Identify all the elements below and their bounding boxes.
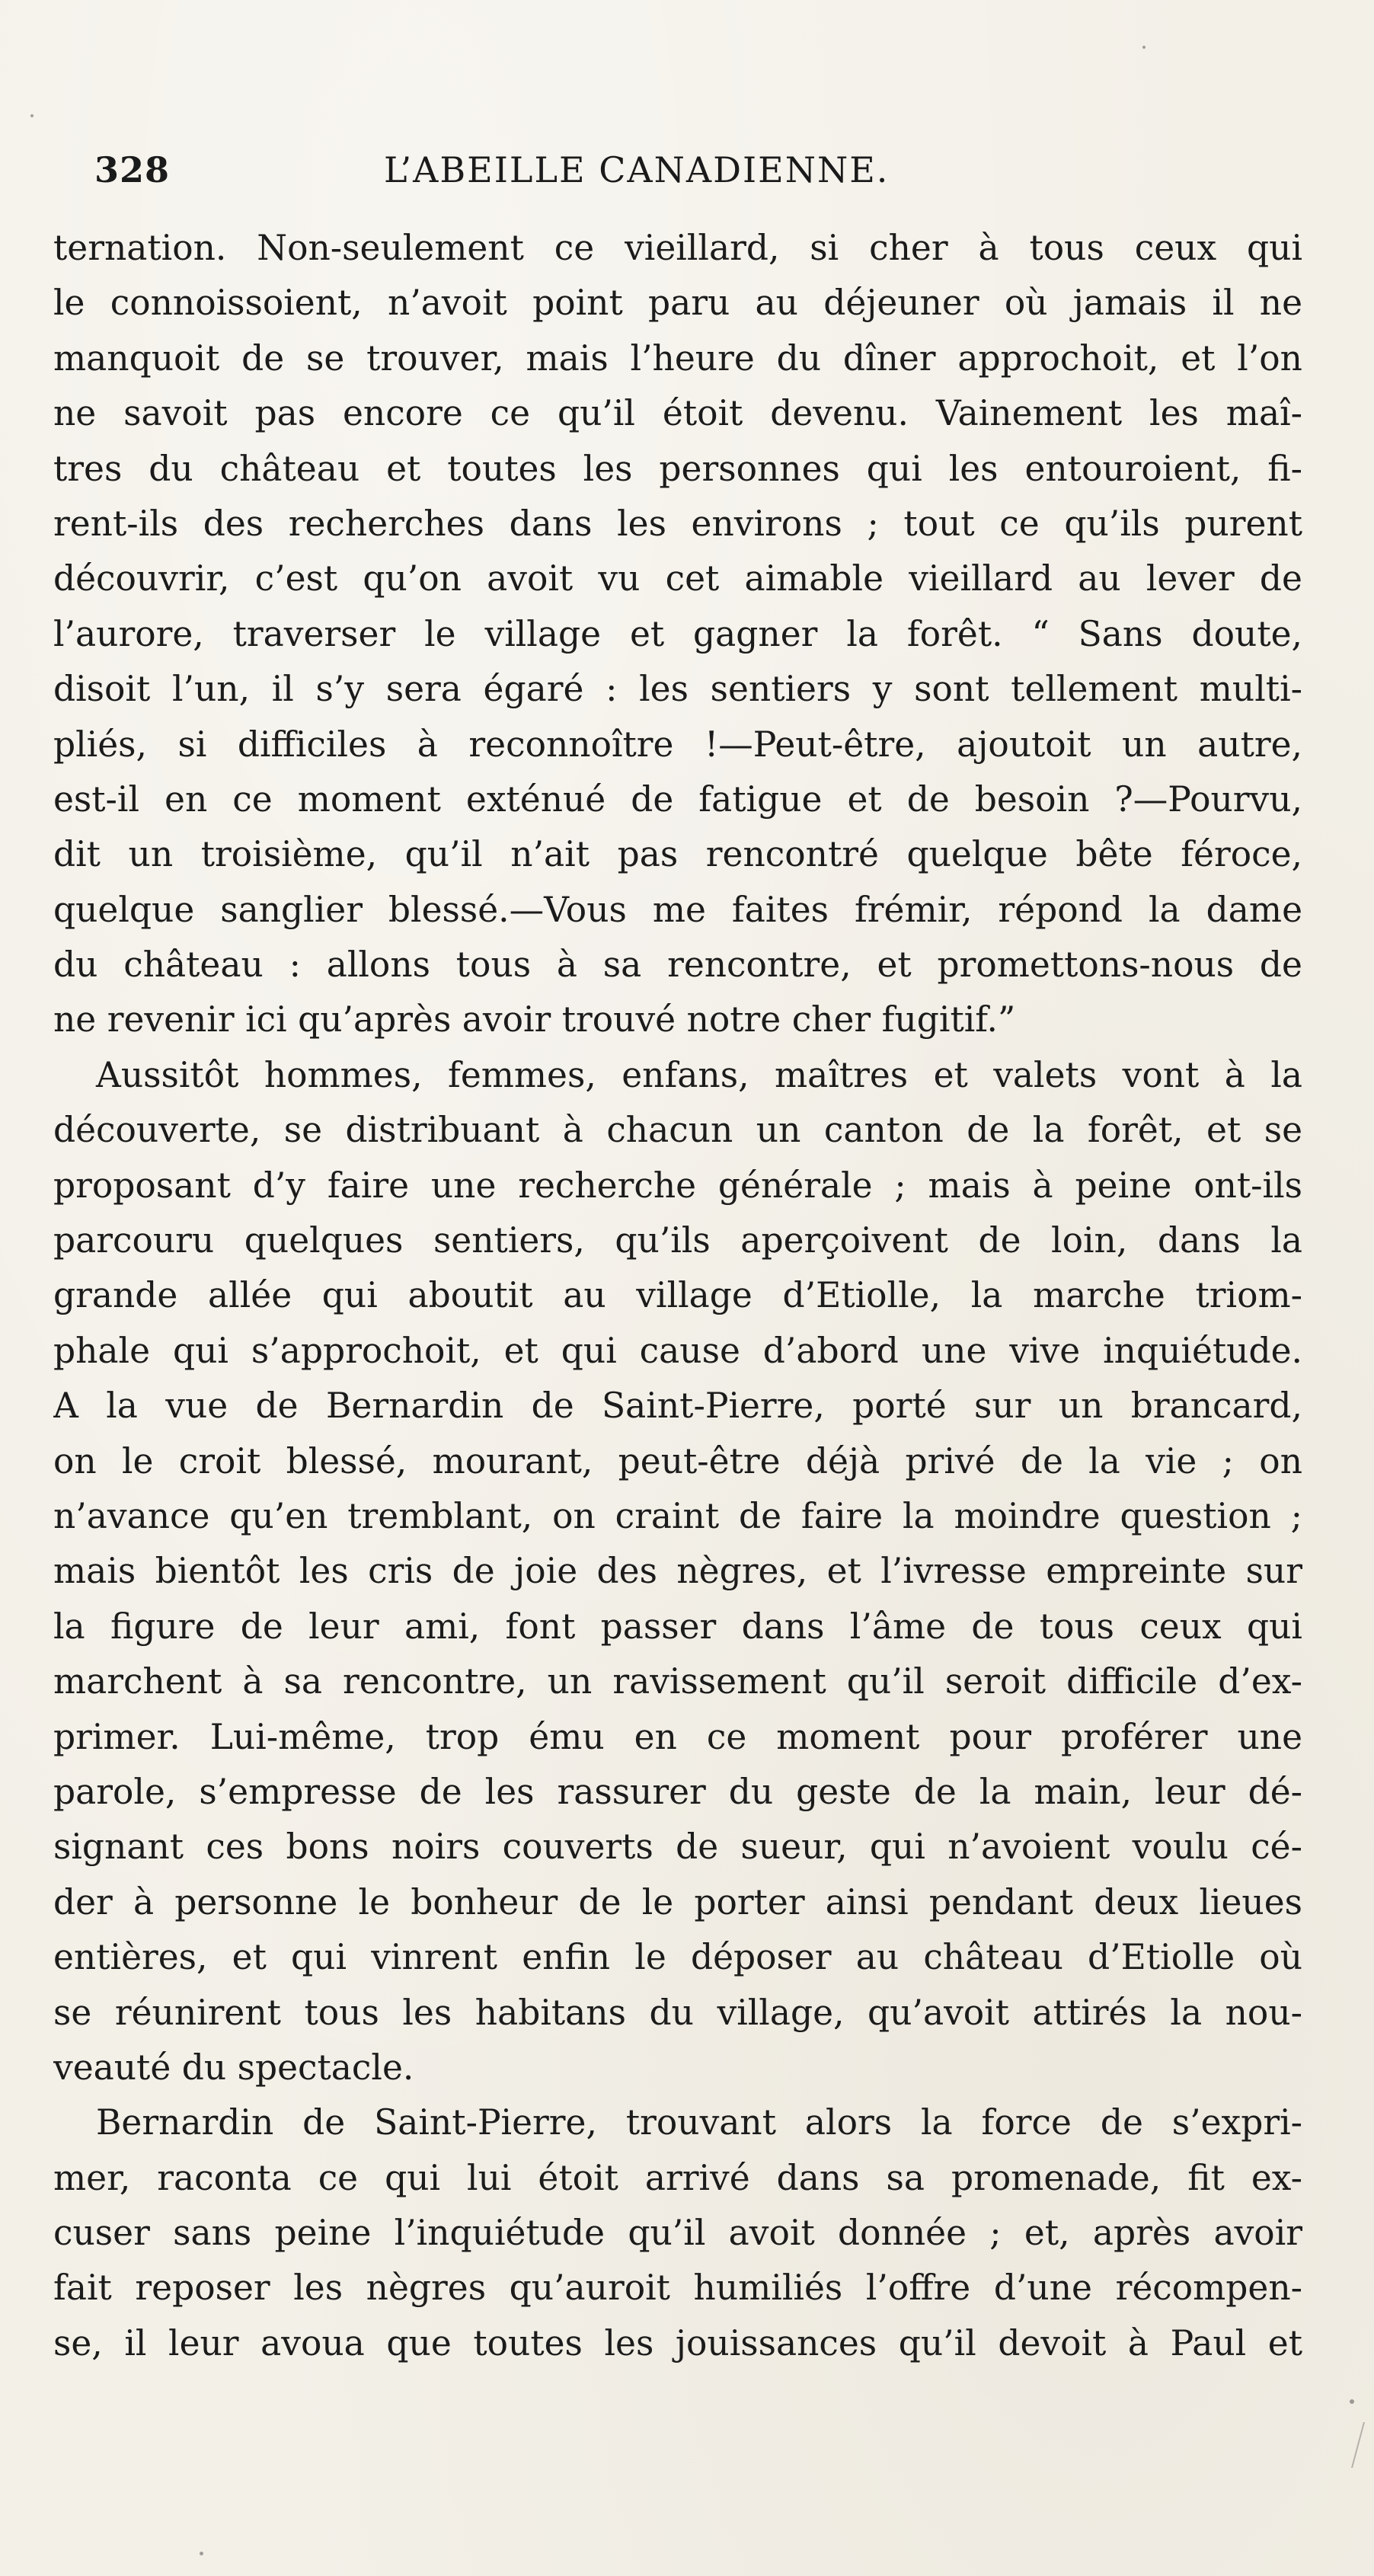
text-line: grande allée qui aboutit au village d’Etiolle, la marche triom- (53, 1275, 1302, 1316)
text-line: on le croit blessé, mourant, peut-être déjà privé de la vie ; on (53, 1440, 1302, 1481)
body-text (53, 221, 1302, 2371)
text-line: se réunirent tous les habitans du village, qu’avoit attirés la nou- (53, 1992, 1302, 2033)
text-line: proposant d’y faire une recherche générale ; mais à peine ont-ils (53, 1165, 1302, 1206)
text-line: l’aurore, traverser le village et gagner la forêt. “ Sans doute, (53, 613, 1302, 654)
text-line: rent-ils des recherches dans les environs ; tout ce qu’ils purent (53, 503, 1302, 544)
text-line: der à personne le bonheur de le porter ainsi pendant deux lieues (53, 1881, 1302, 1922)
page-number: 328 (94, 149, 171, 190)
text-line: parcouru quelques sentiers, qu’ils aperçoivent de loin, dans la (53, 1220, 1302, 1261)
text-line: marchent à sa rencontre, un ravissement qu’il seroit difficile d’ex- (53, 1661, 1302, 1702)
text-line: ne revenir ici qu’après avoir trouvé notre cher fugitif.” (53, 999, 1016, 1040)
text-line: se, il leur avoua que toutes les jouissances qu’il devoit à Paul et (53, 2322, 1302, 2363)
text-line: tres du château et toutes les personnes qui les entouroient, fi- (53, 448, 1302, 489)
text-line: est-il en ce moment exténué de fatigue et de besoin ?—Pourvu, (53, 778, 1302, 820)
text-line: disoit l’un, il s’y sera égaré : les sentiers y sont tellement multi- (53, 669, 1302, 710)
text-line: signant ces bons noirs couverts de sueur, qui n’avoient voulu cé- (53, 1827, 1302, 1868)
text-line: parole, s’empresse de les rassurer du geste de la main, leur dé- (53, 1771, 1302, 1812)
text-line: phale qui s’approchoit, et qui cause d’abord une vive inquiétude. (53, 1330, 1302, 1371)
text-line: n’avance qu’en tremblant, on craint de faire la moindre question ; (53, 1495, 1302, 1536)
ink-speck (1350, 2399, 1354, 2404)
text-line: manquoit de se trouver, mais l’heure du dîner approchoit, et l’on (53, 337, 1302, 379)
text-line: ne savoit pas encore ce qu’il étoit devenu. Vainement les maî- (53, 393, 1302, 434)
text-line: primer. Lui-même, trop ému en ce moment pour proférer une (53, 1716, 1302, 1757)
text-line: Bernardin de Saint-Pierre, trouvant alors la force de s’expri- (96, 2102, 1302, 2143)
text-line: quelque sanglier blessé.—Vous me faites frémir, répond la dame (53, 889, 1302, 930)
ink-speck (200, 2552, 203, 2555)
text-line: cuser sans peine l’inquiétude qu’il avoit donnée ; et, après avoir (53, 2213, 1302, 2254)
text-line: découvrir, c’est qu’on avoit vu cet aimable vieillard au lever de (53, 558, 1302, 599)
text-line: pliés, si difficiles à reconnoître !—Peut-être, ajoutoit un autre, (53, 724, 1302, 765)
ink-speck (30, 114, 34, 117)
ink-speck (1142, 46, 1146, 49)
text-line: mais bientôt les cris de joie des nègres, et l’ivresse empreinte sur (53, 1551, 1302, 1592)
text-line: dit un troisième, qu’il n’ait pas rencontré quelque bête féroce, (53, 834, 1302, 875)
text-line: découverte, se distribuant à chacun un canton de la forêt, et se (53, 1110, 1302, 1151)
text-line: A la vue de Bernardin de Saint-Pierre, porté sur un brancard, (53, 1385, 1302, 1427)
running-title: L’ABEILLE CANADIENNE. (384, 149, 890, 190)
text-line: veauté du spectacle. (53, 2047, 414, 2088)
text-line: fait reposer les nègres qu’auroit humiliés l’offre d’une récompen- (53, 2268, 1302, 2309)
text-line: entières, et qui vinrent enfin le déposer au château d’Etiolle où (53, 1937, 1302, 1978)
page-mark (1351, 2422, 1374, 2468)
page-header (94, 149, 993, 203)
text-line: Aussitôt hommes, femmes, enfans, maîtres et valets vont à la (96, 1054, 1302, 1095)
text-line: mer, raconta ce qui lui étoit arrivé dans sa promenade, fit ex- (53, 2157, 1302, 2198)
text-line: le connoissoient, n’avoit point paru au déjeuner où jamais il ne (53, 283, 1302, 324)
text-line: du château : allons tous à sa rencontre, et promettons-nous de (53, 944, 1302, 986)
text-line: ternation. Non-seulement ce vieillard, si cher à tous ceux qui (53, 228, 1302, 268)
text-line: la figure de leur ami, font passer dans l’âme de tous ceux qui (53, 1606, 1302, 1647)
